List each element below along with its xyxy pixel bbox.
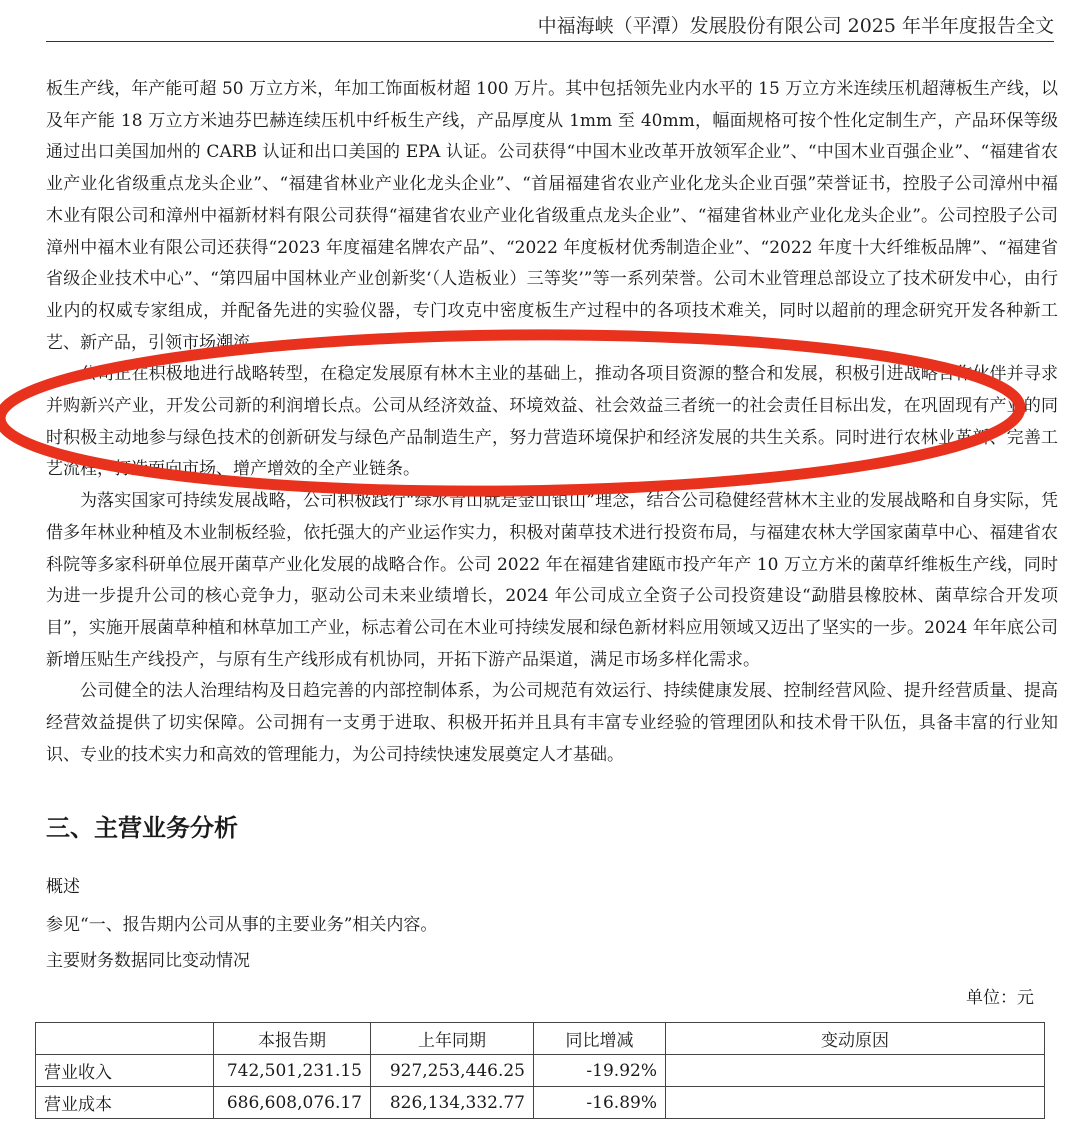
current-value: 742,501,231.15 [214,1055,371,1087]
yoy-change: -19.92% [534,1055,666,1087]
overview-label: 概述 [46,877,80,897]
paragraph-1: 板生产线，年产能可超 50 万立方米，年加工饰面板材超 100 万片。其中包括领先业内水平的 15 万立方米连续压机超薄板生产线，以及年产能 18 万立方米迪芬巴赫连续压机中纤板生产线，产品厚度从 1mm 至 40mm，幅面规格可按个性化定制生产，产品环保等级通过出口美国加州的 CARB 认证和出口美国的 EPA 认证。公司获得“中国木业改革开放领军企业”、“中国木业百强企业”、“福建省农业产业化省级重点龙头企业”、“福建省林业产业化龙头企业”、“首届福建省农业产业化龙头企业百强”荣誉证书，控股子公司漳州中福木业有限公司和漳州中福新材料有限公司获得“福建省农业产业化省级重点龙头企业”、“福建省林业产业化龙头企业”。公司控股子公司漳州中福木业有限公司还获得“2023 年度福建名牌农产品”、“2022 年度板材优秀制造企业”、“2022 年度十大纤维板品牌”、“福建省省级企业技术中心”、“第四届中国林业产业创新奖‘（人造板业）三等奖’”等一系列荣誉。公司木业管理总部设立了技术研发中心，由行业内的权威专家组成，并配备先进的实验仪器，专门攻克中密度板生产过程中的各项技术难关，同时以超前的理念研究开发各种新工艺、新产品，引领市场潮流。 [46,79,1058,353]
paragraph-2: 公司正在积极地进行战略转型，在稳定发展原有林木主业的基础上，推动各项目资源的整合和发展，积极引进战略合作伙伴并寻求并购新兴产业，开发公司新的利润增长点。公司从经济效益、环境效益、社会效益三者统一的社会责任目标出发，在巩固现有产业的同时积极主动地参与绿色技术的创新研发与绿色产品制造生产，努力营造环境保护和经济发展的共生关系。同时进行农林业革新、完善工艺流程，打造面向市场、增产增效的全产业链条。 [46,364,1058,480]
financial-table [35,1022,1045,1119]
row-label: 营业成本 [36,1087,214,1119]
paragraph-4: 公司健全的法人治理结构及日趋完善的内部控制体系，为公司规范有效运行、持续健康发展、控制经营风险、提升经营质量、提高经营效益提供了切实保障。公司拥有一支勇于进取、积极开拓并且具有丰富专业经验的管理团队和技术骨干队伍，具备丰富的行业知识、专业的技术实力和高效的管理能力，为公司持续快速发展奠定人才基础。 [46,681,1058,765]
table-header-row [36,1023,1045,1055]
table-row [36,1087,1045,1119]
change-reason [666,1055,1045,1087]
header-cell [36,1023,214,1055]
section-title: 三、主营业务分析 [46,814,238,842]
current-value: 686,608,076.17 [214,1087,371,1119]
prior-value: 927,253,446.25 [371,1055,534,1087]
row-label: 营业收入 [36,1055,214,1087]
header-cell: 同比增减 [534,1023,666,1055]
table-caption: 主要财务数据同比变动情况 [46,951,250,971]
table-row [36,1055,1045,1087]
prior-value: 826,134,332.77 [371,1087,534,1119]
yoy-change: -16.89% [534,1087,666,1119]
change-reason [666,1087,1045,1119]
body-text [46,74,1058,771]
paragraph-3: 为落实国家可持续发展战略，公司积极践行“绿水青山就是金山银山”理念，结合公司稳健经营林木主业的发展战略和自身实际，凭借多年林业种植及木业制板经验，依托强大的产业运作实力，积极对菌草技术进行投资布局，与福建农林大学国家菌草中心、福建省农科院等多家科研单位展开菌草产业化发展的战略合作。公司 2022 年在福建省建瓯市投产年产 10 万立方米的菌草纤维板生产线，同时为进一步提升公司的核心竞争力，驱动公司未来业绩增长，2024 年公司成立全资子公司投资建设“勐腊县橡胶林、菌草综合开发项目”，实施开展菌草种植和林草加工产业，标志着公司在木业可持续发展和绿色新材料应用领域又迈出了坚实的一步。2024 年年底公司新增压贴生产线投产，与原有生产线形成有机协同，开拓下游产品渠道，满足市场多样化需求。 [46,491,1058,670]
report-title: 中福海峡（平潭）发展股份有限公司 2025 年半年度报告全文 [537,15,1054,37]
header-cell: 变动原因 [666,1023,1045,1055]
overview-text: 参见“一、报告期内公司从事的主要业务”相关内容。 [46,915,438,935]
page-header [46,10,1054,42]
header-cell: 本报告期 [214,1023,371,1055]
header-cell: 上年同期 [371,1023,534,1055]
unit-label: 单位：元 [966,988,1034,1008]
